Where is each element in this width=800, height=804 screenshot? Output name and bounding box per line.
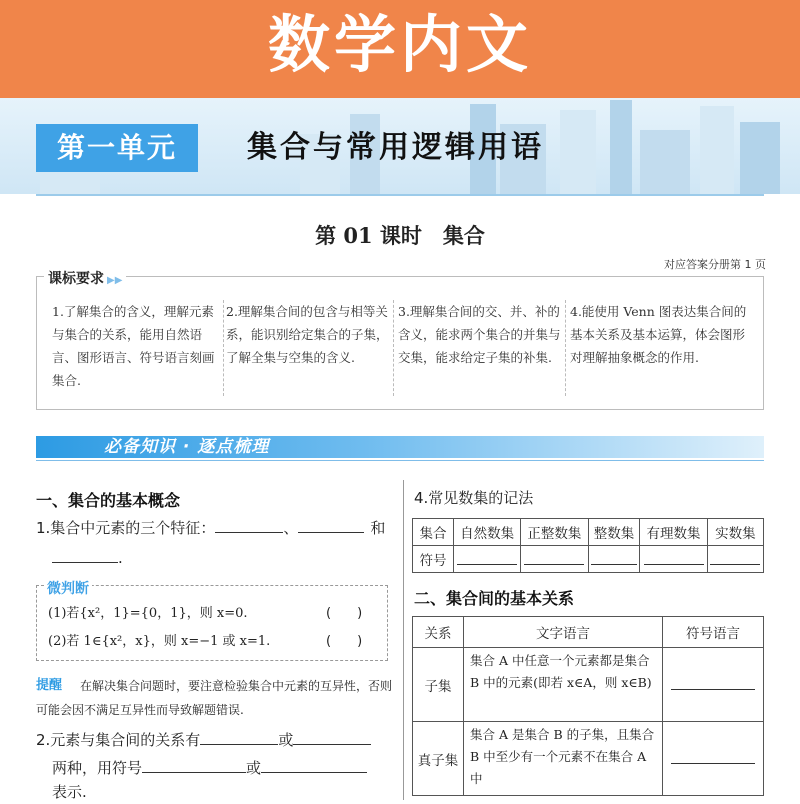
question-2-line3: 表示. xyxy=(52,783,87,801)
table-header-cell: 符号语言 xyxy=(663,617,764,648)
table-cell[interactable] xyxy=(640,546,707,573)
lesson-title: 第 01 课时 集合 xyxy=(315,223,485,248)
unit-label-tab: 第一单元 xyxy=(36,124,198,172)
main-title: 数学内文 xyxy=(267,8,532,81)
question-2-prefix: 2.元素与集合间的关系有 xyxy=(36,731,201,749)
heading-set-relations: 二、集合间的基本关系 xyxy=(414,589,575,608)
requirement-item-3: 3.理解集合间的交、并、补的含义，能求两个集合的并集与交集，能求给定子集的补集. xyxy=(398,304,561,365)
judge-item-2: (2)若 1∈{x²，x}，则 x=−1 或 x=1. xyxy=(48,634,271,649)
heading-basic-concepts: 一、集合的基本概念 xyxy=(36,491,181,510)
table-cell: 有理数集 xyxy=(640,519,707,546)
table-cell: 实数集 xyxy=(707,519,763,546)
requirement-item-4: 4.能使用 Venn 图表达集合间的基本关系及基本运算，体会图形对理解抽象概念的作用. xyxy=(570,304,747,365)
table-row xyxy=(413,546,764,573)
table-cell: 整数集 xyxy=(588,519,640,546)
table-cell[interactable] xyxy=(663,722,764,796)
table-cell[interactable] xyxy=(707,546,763,573)
answer-blank[interactable] xyxy=(671,749,755,764)
table-cell[interactable] xyxy=(454,546,521,573)
requirements-label-text: 课标要求 xyxy=(48,271,104,287)
question-1-end: . xyxy=(118,549,123,567)
question-1-line1 xyxy=(36,516,385,540)
answer-blank[interactable] xyxy=(710,550,760,565)
answer-blank[interactable] xyxy=(457,550,517,565)
requirement-item-1: 1.了解集合的含义，理解元素与集合的关系，能用自然语言、图形语言、符号语言刻画集合. xyxy=(52,304,215,388)
question-2-or: 或 xyxy=(278,731,294,749)
judge-answer-parens[interactable]: ( ) xyxy=(326,606,363,621)
answer-blank[interactable] xyxy=(591,550,637,565)
answer-blank[interactable] xyxy=(261,756,367,773)
question-1-sep1: 、 xyxy=(283,519,299,537)
table-row xyxy=(413,519,764,546)
requirement-separator xyxy=(565,300,566,396)
question-2-line2-or: 或 xyxy=(246,759,262,777)
answer-blank[interactable] xyxy=(52,546,118,563)
unit-title: 集合与常用逻辑用语 xyxy=(247,130,544,165)
table-cell: 自然数集 xyxy=(454,519,521,546)
table-header-cell: 文字语言 xyxy=(464,617,663,648)
table-cell: 集合 xyxy=(413,519,454,546)
table-row xyxy=(413,648,764,722)
answer-blank[interactable] xyxy=(200,728,278,745)
table-cell: 真子集 xyxy=(413,722,464,796)
table-cell[interactable] xyxy=(588,546,640,573)
answer-blank[interactable] xyxy=(293,728,371,745)
table-cell: 符号 xyxy=(413,546,454,573)
table-row xyxy=(413,617,764,648)
answer-blank[interactable] xyxy=(142,756,246,773)
table-header-cell: 关系 xyxy=(413,617,464,648)
judge-item-1: (1)若{x²，1}={0，1}，则 x=0. xyxy=(48,606,248,621)
judge-title: 微判断 xyxy=(44,578,92,598)
table-cell: 子集 xyxy=(413,648,464,722)
question-1-line2 xyxy=(52,546,123,570)
requirement-separator xyxy=(393,300,394,396)
column-divider xyxy=(403,480,404,800)
banner-text: 必备知识 · 逐点梳理 xyxy=(104,437,270,457)
question-2-line2-prefix: 两种，用符号 xyxy=(52,759,143,777)
requirements-label xyxy=(44,268,126,288)
answer-blank[interactable] xyxy=(524,550,584,565)
question-2-line1 xyxy=(36,728,371,752)
requirement-item-2: 2.理解集合间的包含与相等关系，能识别给定集合的子集，了解全集与空集的含义. xyxy=(226,304,389,365)
table-cell[interactable] xyxy=(521,546,588,573)
section-banner xyxy=(36,436,764,462)
answer-reference: 对应答案分册第 1 页 xyxy=(664,258,766,271)
arrows-icon: ▶▶ xyxy=(107,275,123,286)
table-cell[interactable] xyxy=(663,648,764,722)
question-2-line2 xyxy=(52,756,367,780)
tip-label: 提醒 xyxy=(36,678,63,693)
table-cell: 正整数集 xyxy=(521,519,588,546)
tip-text: 在解决集合问题时，要注意检验集合中元素的互异性，否则可能会因不满足互异性而导致解题错误. xyxy=(36,679,393,717)
question-4-title: 4.常见数集的记法 xyxy=(414,489,534,507)
judge-answer-parens[interactable]: ( ) xyxy=(326,634,363,649)
question-1-sep2: 和 xyxy=(370,519,386,537)
header-divider xyxy=(36,194,764,196)
question-1-prefix: 1.集合中元素的三个特征： xyxy=(36,519,216,537)
number-set-table xyxy=(412,518,764,573)
table-row xyxy=(413,722,764,796)
banner-underline xyxy=(36,460,764,461)
answer-blank[interactable] xyxy=(298,516,364,533)
table-cell: 集合 A 是集合 B 的子集，且集合 B 中至少有一个元素不在集合 A 中 xyxy=(464,722,663,796)
requirement-separator xyxy=(223,300,224,396)
table-cell: 集合 A 中任意一个元素都是集合 B 中的元素(即若 x∈A，则 x∈B) xyxy=(464,648,663,722)
answer-blank[interactable] xyxy=(671,675,755,690)
set-relation-table xyxy=(412,616,764,796)
answer-blank[interactable] xyxy=(215,516,283,533)
answer-blank[interactable] xyxy=(644,550,704,565)
